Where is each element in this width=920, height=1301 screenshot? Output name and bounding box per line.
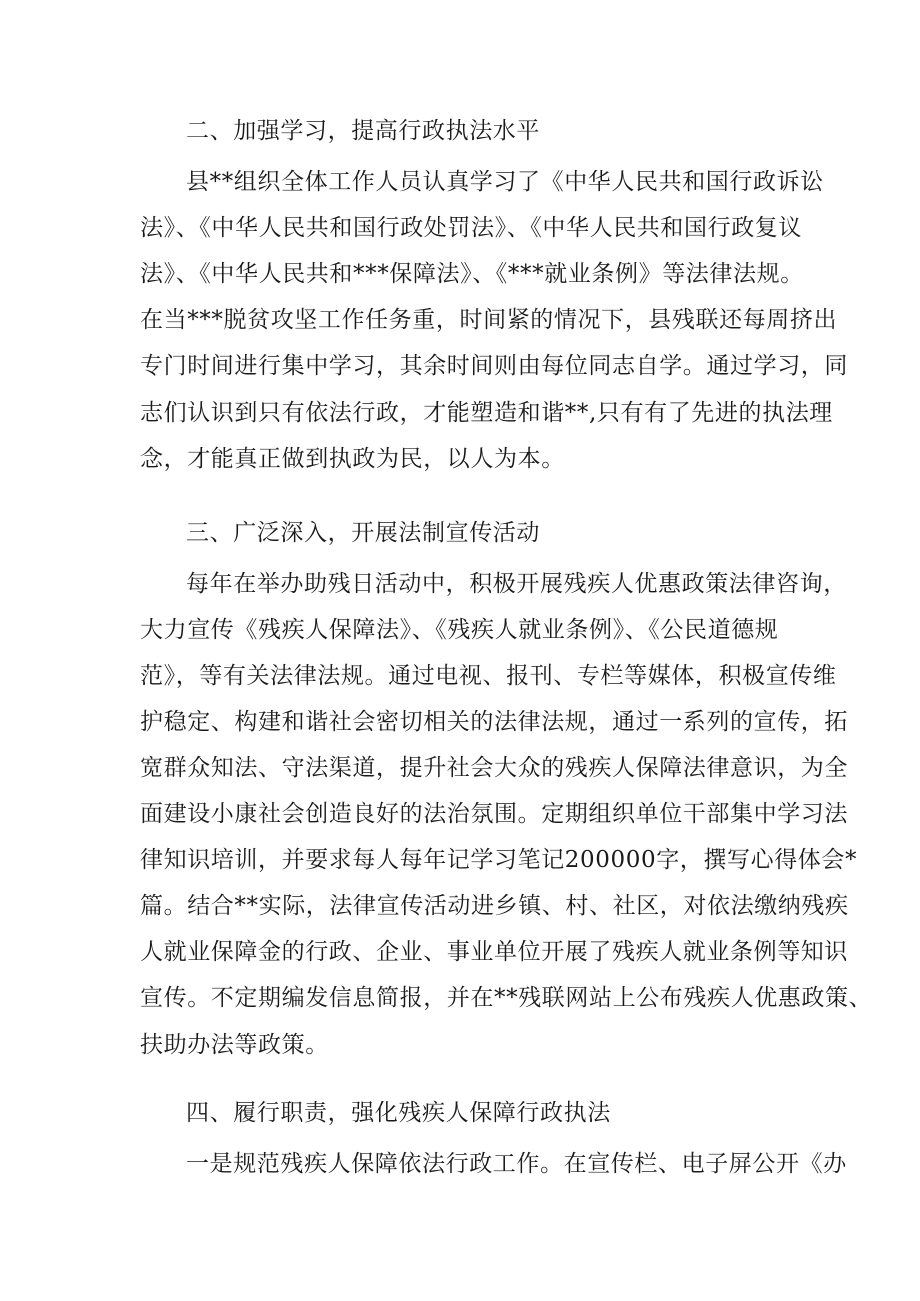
- paragraph-line: 大力宣传《残疾人保障法》、《残疾人就业条例》、《公民道德规: [140, 617, 779, 643]
- section-heading-2: 二、加强学习，提高行政执法水平: [186, 118, 540, 144]
- paragraph-line: 念，才能真正做到执政为民，以人为本。: [140, 446, 565, 472]
- section-heading-4: 四、履行职责，强化残疾人保障行政执法: [186, 1100, 611, 1126]
- paragraph-line: 每年在举办助残日活动中，积极开展残疾人优惠政策法律咨询，: [186, 571, 847, 597]
- paragraph-line: 面建设小康社会创造良好的法治氛围。定期组织单位干部集中学习法: [140, 801, 848, 827]
- paragraph-line: 在当***脱贫攻坚工作任务重，时间紧的情况下，县残联还每周挤出: [140, 307, 838, 333]
- paragraph-line: 专门时间进行集中学习，其余时间则由每位同志自学。通过学习，同: [140, 353, 848, 379]
- paragraph-line: 宽群众知法、守法渠道，提升社会大众的残疾人保障法律意识，为全: [140, 755, 848, 781]
- section-heading-3: 三、广泛深入，开展法制宣传活动: [186, 520, 540, 546]
- paragraph-line: 宣传。不定期编发信息简报，并在**残联网站上公布残疾人优惠政策、: [140, 985, 873, 1011]
- paragraph-line: 范》，等有关法律法规。通过电视、报刊、专栏等媒体，积极宣传维: [140, 663, 837, 689]
- paragraph-line: 志们认识到只有依法行政，才能塑造和谐**,只有有了先进的执法理: [140, 400, 833, 426]
- paragraph-line: 法》、《中华人民共和国行政处罚法》、《中华人民共和国行政复议: [140, 215, 802, 241]
- paragraph-line: 篇。结合**实际，法律宣传活动进乡镇、村、社区，对依法缴纳残疾: [140, 893, 849, 919]
- paragraph-line: 人就业保障金的行政、企业、事业单位开展了残疾人就业条例等知识: [140, 939, 848, 965]
- paragraph-line: 一是规范残疾人保障依法行政工作。在宣传栏、电子屏公开《办: [186, 1151, 847, 1177]
- paragraph-line: 护稳定、构建和谐社会密切相关的法律法规，通过一系列的宣传，拓: [140, 709, 848, 735]
- paragraph-line: 县**组织全体工作人员认真学习了《中华人民共和国行政诉讼: [186, 169, 824, 195]
- paragraph-line: 法》、《中华人民共和***保障法》、《***就业条例》等法律法规。: [140, 261, 804, 287]
- paragraph-line: 律知识培训，并要求每人每年记学习笔记200000字，撰写心得体会*: [140, 847, 858, 873]
- paragraph-line: 扶助办法等政策。: [140, 1032, 329, 1058]
